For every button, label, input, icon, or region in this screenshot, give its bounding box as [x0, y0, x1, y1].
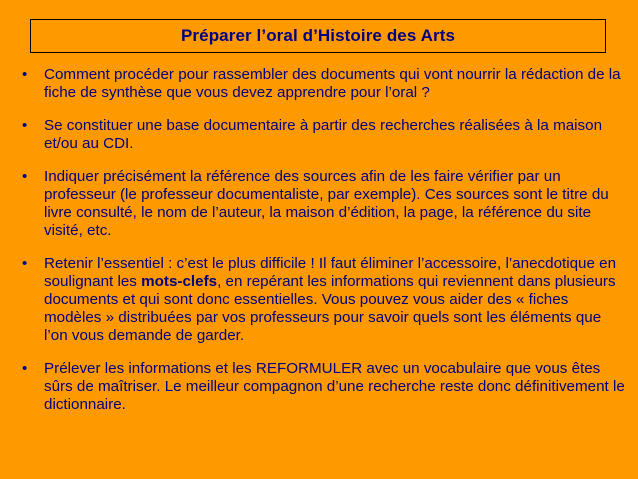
- keyword-mots-clefs: mots-clefs: [141, 273, 218, 290]
- list-item: [22, 117, 628, 153]
- bullet-icon: •: [22, 117, 28, 134]
- page-title: Préparer l’oral d’Histoire des Arts: [180, 26, 456, 45]
- bullet-icon: •: [22, 360, 28, 377]
- bullet-icon: •: [22, 255, 28, 272]
- list-item: [22, 66, 628, 102]
- list-item-text: Se constituer une base documentaire à partir des recherches réalisées à la maison et/ou au CDI.: [44, 117, 603, 152]
- bullet-icon: •: [22, 168, 28, 185]
- list-item-text: Indiquer précisément la référence des sources afin de les faire vérifier par un professeur (le professeur documentaliste, par exemple). Ces sources sont le titre du livre consulté, le nom de l’auteur, la maison d’édition, la page, la référence du site visité, etc.: [44, 168, 609, 239]
- list-item-text: Prélever les informations et les REFORMULER avec un vocabulaire que vous êtes sûrs de maîtriser. Le meilleur compagnon d’une recherche reste donc définitivement le dictionnaire.: [44, 360, 625, 413]
- list-item-text: [44, 255, 616, 344]
- list-item-text-after: , en repérant les informations qui reviennent dans plusieurs documents et qui sont donc essentielles. Vous pouvez vous aider des « fiches modèles » distribuées par vos professeurs pour savoir quels sont les éléments que l’on vous demande de garder.: [44, 273, 616, 344]
- list-item-text-before: Retenir l’essentiel : c’est le plus difficile ! Il faut éliminer l’accessoire, l’anecdotique en soulignant les: [44, 255, 617, 290]
- title-box: [30, 19, 606, 53]
- list-item: [22, 255, 628, 345]
- list-item: [22, 168, 628, 240]
- list-item: [22, 360, 628, 414]
- bullet-list: [22, 66, 628, 429]
- list-item-text: Comment procéder pour rassembler des documents qui vont nourrir la rédaction de la fiche de synthèse que vous devez apprendre pour l’oral ?: [44, 66, 621, 101]
- bullet-icon: •: [22, 66, 28, 83]
